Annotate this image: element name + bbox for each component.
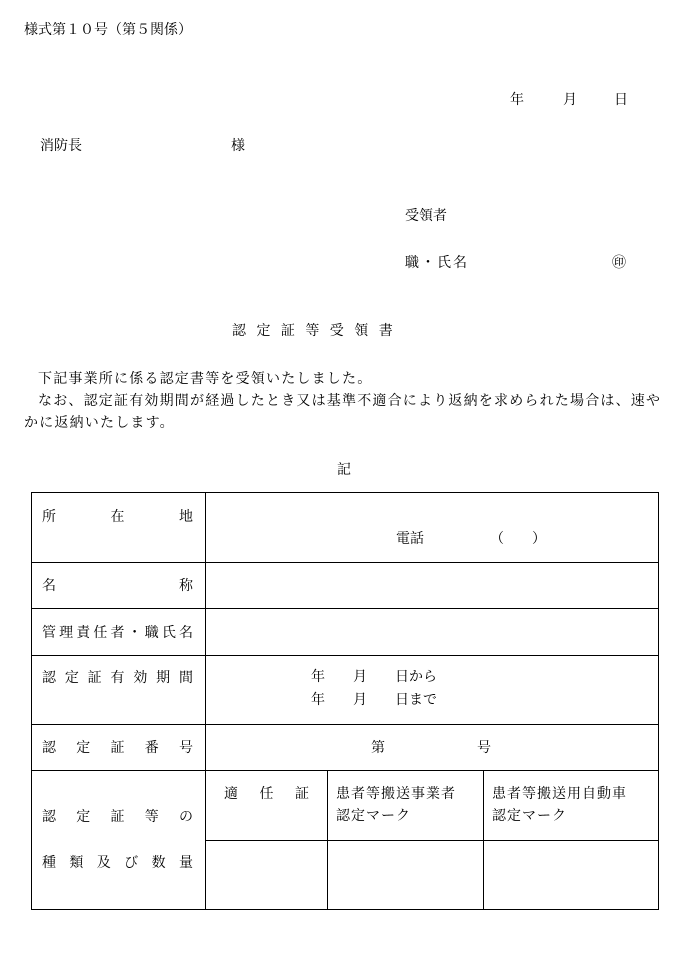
cert-number-value-cell[interactable] [206, 725, 659, 771]
validity-to: 年 月 日まで [311, 692, 437, 708]
col-vehicle-mark-line2: 認定マーク [492, 808, 567, 824]
name-label: 名 称 [42, 578, 193, 594]
name-value-cell[interactable] [206, 563, 659, 609]
recipient-label: 受領者 [405, 208, 447, 224]
types-label-line2: 種 類 及 び 数 量 [42, 855, 193, 871]
note-heading: 記 [337, 462, 351, 478]
location-label: 所 在 地 [42, 509, 193, 525]
addressee-honorific: 様 [231, 138, 245, 154]
phone-label: 電話 [396, 531, 424, 547]
body-line-1: 下記事業所に係る認定書等を受領いたしました。 [38, 371, 373, 387]
cert-number-label: 認 定 証 番 号 [42, 740, 193, 756]
col-operator-mark-line1: 患者等搬送事業者 [336, 786, 456, 802]
row-name [32, 563, 659, 609]
location-value-cell[interactable] [206, 493, 659, 563]
manager-label-cell [32, 609, 206, 656]
date-year: 年 [510, 92, 524, 108]
recipient-name-label: 職・氏名 [405, 255, 469, 271]
validity-value-cell[interactable] [206, 656, 659, 725]
body-text [24, 368, 668, 434]
manager-label: 管 理 責 任 者 ・ 職 氏 名 [42, 625, 193, 641]
phone-parens: （ ） [490, 531, 546, 547]
document-title: 認 定 証 等 受 領 書 [232, 323, 396, 339]
validity-from: 年 月 日から [311, 669, 437, 685]
location-label-cell [32, 493, 206, 563]
row-cert-number [32, 725, 659, 771]
row-validity [32, 656, 659, 725]
seal-mark: ㊞ [612, 255, 626, 271]
row-types-header [32, 771, 659, 841]
date-month: 月 [563, 92, 577, 108]
col-operator-mark-header [328, 771, 484, 841]
row-location [32, 493, 659, 563]
cert-number-prefix: 第 [371, 740, 385, 756]
body-line-2: なお、認定証有効期間が経過したとき又は基準不適合により返納を求められた場合は、速やかに返納いたします。 [24, 393, 662, 431]
cert-number-suffix: 号 [477, 740, 491, 756]
tekininsho-quantity-cell[interactable] [206, 841, 328, 910]
manager-value-cell[interactable] [206, 609, 659, 656]
vehicle-mark-quantity-cell[interactable] [484, 841, 659, 910]
types-label-cell [32, 771, 206, 910]
col-tekininsho-label: 適 任 証 [224, 786, 309, 802]
validity-label: 認 定 証 有 効 期 間 [42, 670, 193, 686]
receipt-table [31, 492, 659, 910]
cert-number-label-cell [32, 725, 206, 771]
addressee-title: 消防長 [40, 138, 82, 154]
operator-mark-quantity-cell[interactable] [328, 841, 484, 910]
col-tekininsho-header [206, 771, 328, 841]
form-number: 様式第１０号（第５関係） [24, 22, 192, 38]
name-label-cell [32, 563, 206, 609]
types-label-line1: 認 定 証 等 の [42, 809, 193, 825]
date-day: 日 [614, 92, 628, 108]
validity-label-cell [32, 656, 206, 725]
col-vehicle-mark-header [484, 771, 659, 841]
col-operator-mark-line2: 認定マーク [336, 808, 411, 824]
row-manager [32, 609, 659, 656]
col-vehicle-mark-line1: 患者等搬送用自動車 [492, 786, 627, 802]
